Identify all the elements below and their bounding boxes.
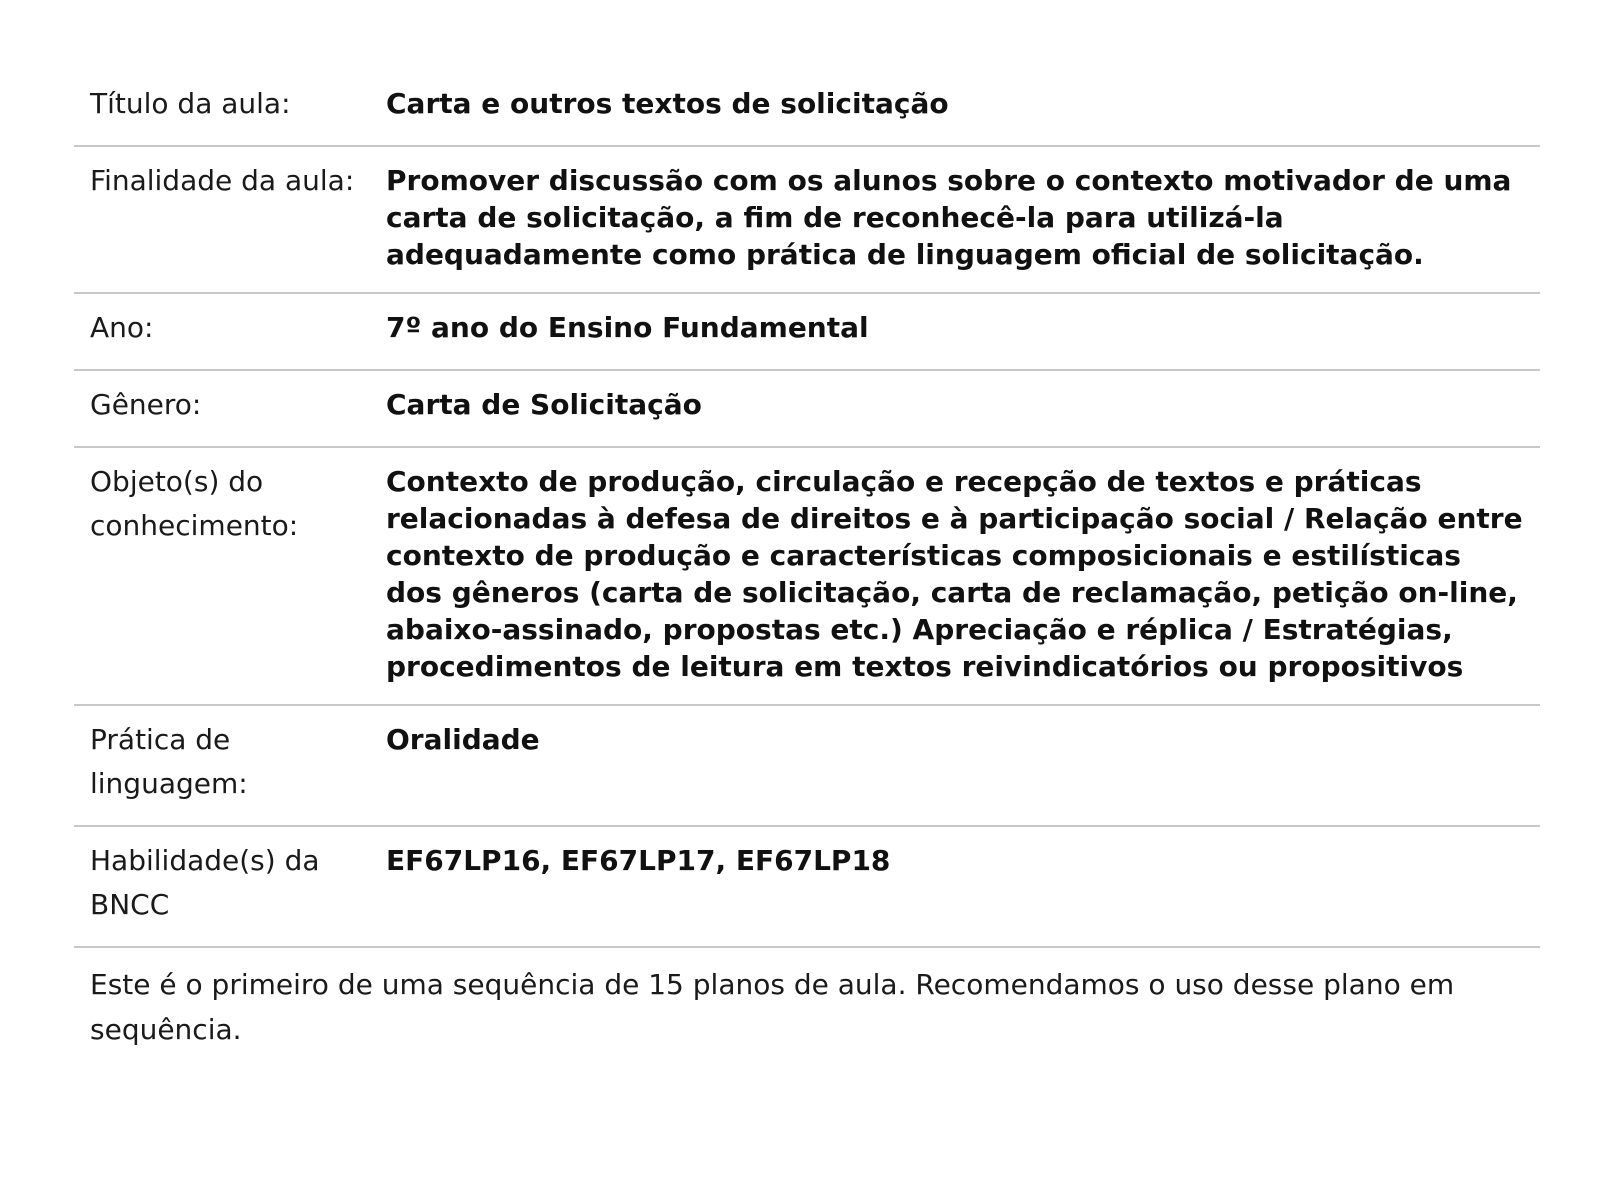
value-genre: Carta de Solicitação xyxy=(386,388,702,421)
sequence-note: Este é o primeiro de uma sequência de 15 planos de aula. Recomendamos o uso desse plano em sequência. xyxy=(90,968,1455,1046)
row-lesson-title xyxy=(74,70,1540,147)
row-bncc-skills xyxy=(74,827,1540,948)
label-lesson-title: Título da aula: xyxy=(90,87,291,120)
row-lesson-purpose xyxy=(74,147,1540,294)
label-school-year: Ano: xyxy=(90,311,154,344)
label-lesson-purpose: Finalidade da aula: xyxy=(90,164,355,197)
label-genre: Gênero: xyxy=(90,388,202,421)
row-knowledge-objects xyxy=(74,448,1540,706)
value-lesson-title: Carta e outros textos de solicitação xyxy=(386,87,949,120)
value-lesson-purpose: Promover discussão com os alunos sobre o contexto motivador de uma carta de solicitação, a fim de reconhecê-la para utilizá-la adequadamente como prática de linguagem oficial de solicitação. xyxy=(386,164,1512,271)
value-bncc-skills: EF67LP16, EF67LP17, EF67LP18 xyxy=(386,844,891,877)
lesson-plan-table xyxy=(74,70,1540,1052)
row-genre xyxy=(74,371,1540,448)
row-language-practice xyxy=(74,706,1540,827)
row-school-year xyxy=(74,294,1540,371)
label-language-practice: Prática de linguagem: xyxy=(90,723,248,800)
value-school-year: 7º ano do Ensino Fundamental xyxy=(386,311,869,344)
value-knowledge-objects: Contexto de produção, circulação e recepção de textos e práticas relacionadas à defesa de direitos e à participação social / Relação entre contexto de produção e características composicionais e estilísticas dos gêneros (carta de solicitação, carta de reclamação, petição on-line, abaixo-assinado, propostas etc.) Apreciação e réplica / Estratégias, procedimentos de leitura em textos reivindicatórios ou propositivos xyxy=(386,465,1523,683)
value-language-practice: Oralidade xyxy=(386,723,540,756)
label-bncc-skills: Habilidade(s) da BNCC xyxy=(90,844,320,921)
label-knowledge-objects: Objeto(s) do conhecimento: xyxy=(90,465,299,542)
